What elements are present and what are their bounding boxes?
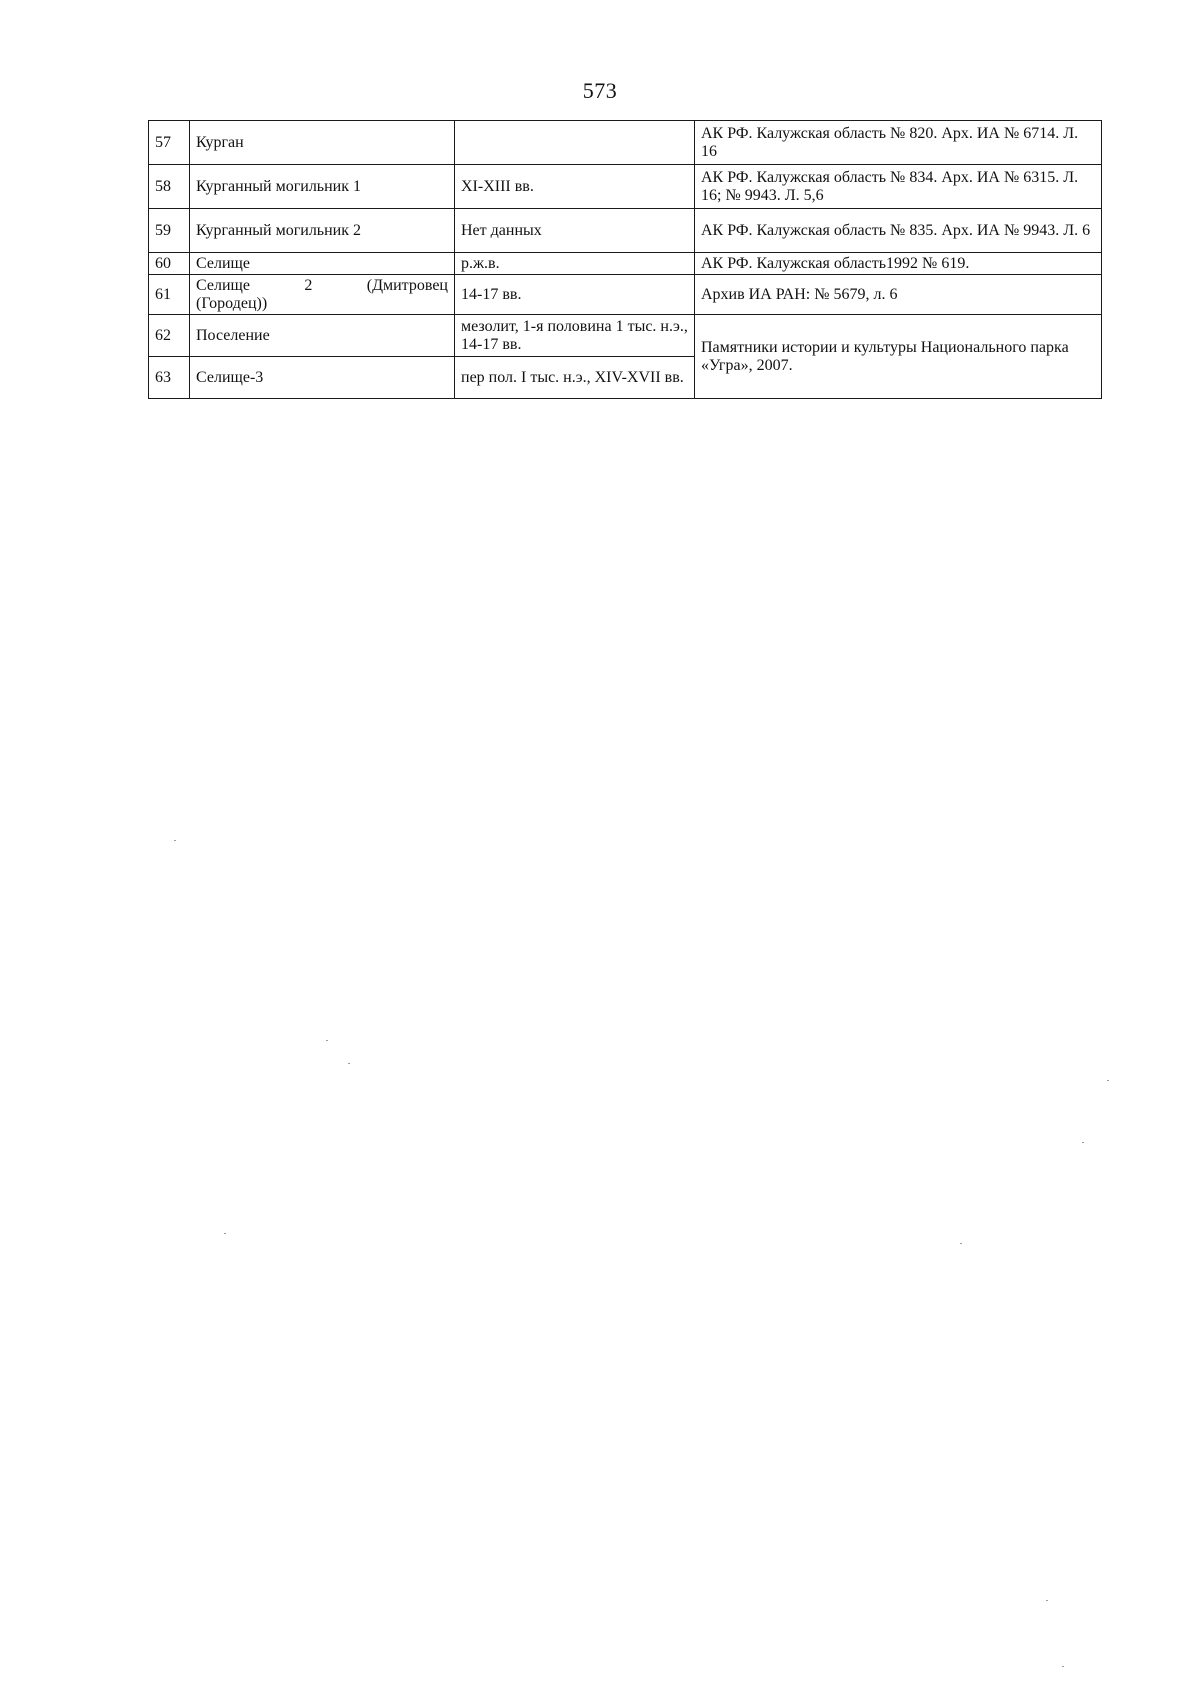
row-number: 60 xyxy=(149,253,190,275)
table-row xyxy=(149,315,1102,357)
monument-name: Курганный могильник 2 xyxy=(190,209,455,253)
monument-name xyxy=(190,275,455,315)
row-number: 59 xyxy=(149,209,190,253)
page-number: 573 xyxy=(582,78,618,103)
table-row xyxy=(149,275,1102,315)
row-number: 58 xyxy=(149,165,190,209)
scan-speck xyxy=(224,1233,226,1234)
monument-date: XI-XIII вв. xyxy=(455,165,695,209)
monument-name: Курган xyxy=(190,121,455,165)
monument-date: мезолит, 1-я половина 1 тыс. н.э., 14-17 вв. xyxy=(455,315,695,357)
monument-date: 14-17 вв. xyxy=(455,275,695,315)
monument-source: АК РФ. Калужская область № 835. Арх. ИА № 9943. Л. 6 xyxy=(695,209,1102,253)
monuments-table xyxy=(148,120,1102,399)
row-number: 62 xyxy=(149,315,190,357)
monument-source: АК РФ. Калужская область № 820. Арх. ИА № 6714. Л. 16 xyxy=(695,121,1102,165)
monument-source: АК РФ. Калужская область № 834. Арх. ИА № 6315. Л. 16; № 9943. Л. 5,6 xyxy=(695,165,1102,209)
name-part: (Городец)) xyxy=(196,294,268,312)
monument-name: Курганный могильник 1 xyxy=(190,165,455,209)
table-row xyxy=(149,253,1102,275)
scan-speck xyxy=(1082,1142,1084,1143)
scan-speck xyxy=(348,1063,350,1064)
monument-date: пер пол. I тыс. н.э., XIV-XVII вв. xyxy=(455,357,695,399)
monument-date: р.ж.в. xyxy=(455,253,695,275)
scan-speck xyxy=(1046,1600,1048,1601)
name-part: (Дмитровец xyxy=(366,276,448,294)
scan-speck xyxy=(1062,1666,1064,1667)
name-part: 2 xyxy=(304,276,313,294)
monument-name: Селище-3 xyxy=(190,357,455,399)
name-part: Селище xyxy=(196,276,250,294)
scan-speck xyxy=(326,1040,328,1041)
monument-source: Архив ИА РАН: № 5679, л. 6 xyxy=(695,275,1102,315)
row-number: 63 xyxy=(149,357,190,399)
scan-speck xyxy=(174,840,176,841)
scan-speck xyxy=(960,1243,962,1244)
table-row xyxy=(149,209,1102,253)
monument-source: АК РФ. Калужская область1992 № 619. xyxy=(695,253,1102,275)
table-row xyxy=(149,165,1102,209)
monument-name: Поселение xyxy=(190,315,455,357)
row-number: 57 xyxy=(149,121,190,165)
row-number: 61 xyxy=(149,275,190,315)
table-row xyxy=(149,121,1102,165)
monument-date: Нет данных xyxy=(455,209,695,253)
monument-source: Памятники истории и культуры Национального парка «Угра», 2007. xyxy=(695,315,1102,399)
monument-name: Селище xyxy=(190,253,455,275)
monument-date xyxy=(455,121,695,165)
scan-speck xyxy=(1107,1080,1109,1081)
